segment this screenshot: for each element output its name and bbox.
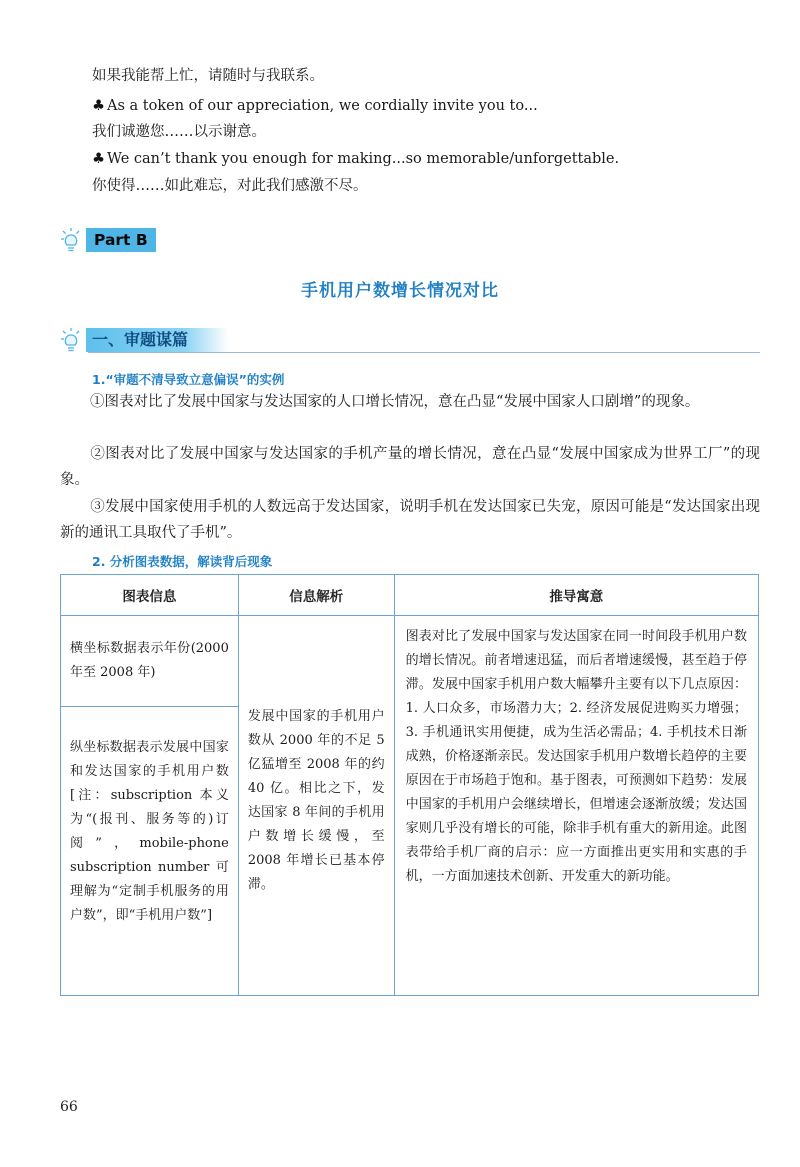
intro-line-2: [92, 96, 538, 116]
example-paragraph-1-text: ①图表对比了发展中国家与发达国家的人口增长情况，意在凸显“发展中国家人口剧增”的现象。: [90, 394, 700, 410]
intro-line-3: [92, 122, 266, 142]
page-title: 手机用户数增长情况对比: [301, 281, 499, 301]
subheading-2: 2. 分析图表数据，解读背后现象: [92, 554, 273, 569]
header-chart-info: 图表信息: [61, 575, 239, 616]
section-divider: [88, 352, 760, 353]
part-b-header: [60, 226, 156, 254]
cell-analysis: [238, 616, 394, 996]
cell-info-xaxis-text: 横坐标数据表示年份(2000 年至 2008 年): [70, 641, 229, 680]
table-header-row: [61, 575, 759, 616]
lightbulb-icon: [60, 327, 82, 353]
example-paragraph-2: [60, 441, 760, 493]
intro-line-4: [92, 149, 619, 169]
table-row: [61, 616, 759, 707]
example-paragraph-3: [60, 494, 760, 546]
cell-info-yaxis-text: 纵坐标数据表示发展中国家和发达国家的手机用户数[注：subscription 本义为“(报刊、服务等的)订阅”，mobile-phone subscription number 可理解为“定制手机服务的用户数”，即“手机用户数”]: [70, 740, 229, 923]
intro-line-4-text: We can’t thank you enough for making...so memorable/unforgettable.: [107, 151, 620, 167]
club-bullet-icon: ♣: [92, 151, 105, 167]
section-title: 一、审题谋篇: [86, 328, 228, 352]
cell-info-xaxis: [61, 616, 239, 707]
intro-line-2-text: As a token of our appreciation, we cordially invite you to...: [107, 98, 538, 114]
cell-implication-text: 图表对比了发展中国家与发达国家在同一时间段手机用户数的增长情况。前者增速迅猛，而后者增速缓慢，甚至趋于停滞。发展中国家手机用户数大幅攀升主要有以下几点原因：1. 人口众多，市场潜力大；2. 经济发展促进购买力增强；3. 手机通讯实用便捷，成为生活必需品；4. 手机技术日渐成熟，价格逐渐亲民。发达国家手机用户数增长趋停的主要原因在于市场趋于饱和。基于图表，可预测如下趋势：发展中国家的手机用户会继续增长，但增速会逐渐放缓；发达国家则几乎没有增长的可能，除非手机有重大的新用途。此图表带给手机厂商的启示：应一方面推出更实用和实惠的手机，一方面加速技术创新、开发重大的新功能。: [405, 629, 747, 884]
subheading-1: 1.“审题不清导致立意偏误”的实例: [92, 372, 285, 387]
club-bullet-icon: ♣: [92, 98, 105, 114]
section-header: [60, 326, 228, 354]
cell-info-yaxis: [61, 707, 239, 996]
intro-line-5-text: 你使得……如此难忘，对此我们感激不尽。: [92, 178, 368, 194]
example-paragraph-2-text: ②图表对比了发展中国家与发达国家的手机产量的增长情况，意在凸显“发展中国家成为世界工厂”的现象。: [60, 446, 760, 488]
header-info-analysis: 信息解析: [238, 575, 394, 616]
intro-line-1-text: 如果我能帮上忙，请随时与我联系。: [92, 68, 324, 84]
intro-line-3-text: 我们诚邀您……以示谢意。: [92, 124, 266, 140]
example-paragraph-1: [60, 389, 760, 415]
example-paragraph-3-text: ③发展中国家使用手机的人数远高于发达国家，说明手机在发达国家已失宠，原因可能是“发达国家出现新的通讯工具取代了手机”。: [60, 499, 760, 541]
cell-analysis-text: 发展中国家的手机用户数从 2000 年的不足 5 亿猛增至 2008 年的约 40 亿。相比之下，发达国家 8 年间的手机用户数增长缓慢，至 2008 年增长已基本停滞。: [247, 709, 385, 892]
cell-implication: [394, 616, 758, 996]
intro-line-5: [92, 176, 368, 196]
intro-line-1: [92, 66, 324, 86]
analysis-table: [60, 574, 759, 996]
header-implication: 推导寓意: [394, 575, 758, 616]
page-number: 66: [60, 1099, 78, 1115]
lightbulb-icon: [60, 227, 82, 253]
part-b-label: Part B: [86, 228, 156, 252]
